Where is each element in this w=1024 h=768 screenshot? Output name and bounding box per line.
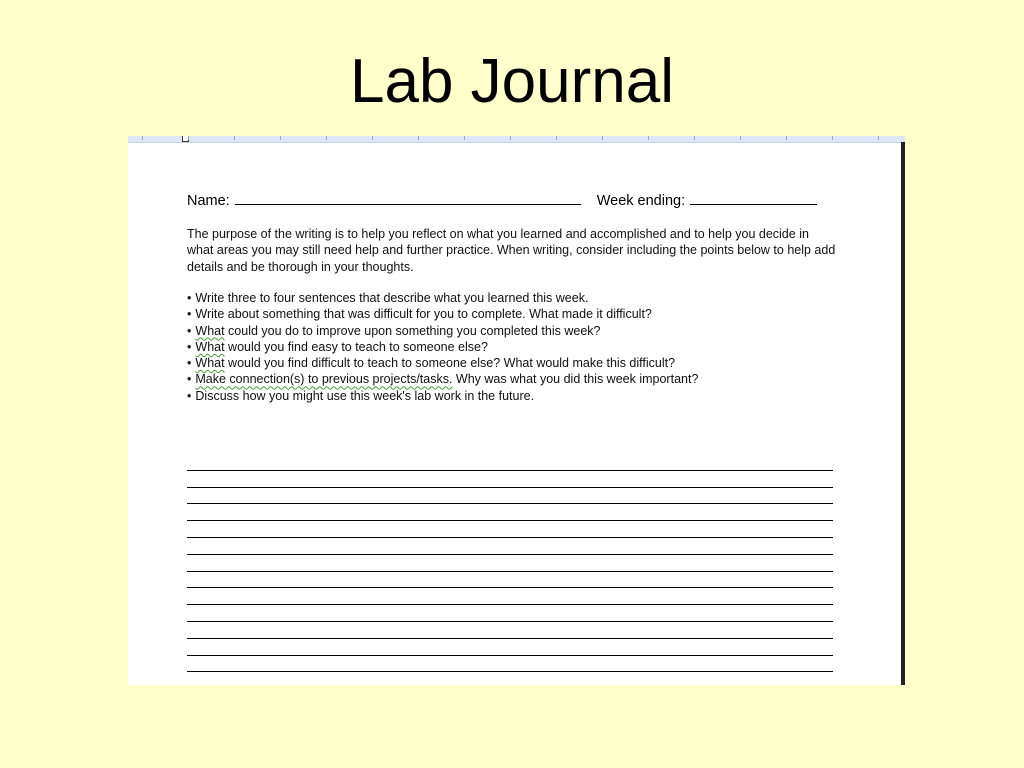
bullet-glyph: • xyxy=(187,372,192,387)
writing-line xyxy=(187,521,833,538)
prompt-text: Write about something that was difficult for you to complete. What made it difficult? xyxy=(195,307,652,322)
prompt-text: could you do to improve upon something you completed this week? xyxy=(224,323,601,338)
writing-line xyxy=(187,488,833,505)
ruler xyxy=(128,136,905,143)
ruler-tick xyxy=(142,136,143,140)
prompt-item xyxy=(187,355,837,371)
prompt-item xyxy=(187,371,837,387)
form-header xyxy=(187,190,817,209)
ruler-tick xyxy=(464,136,465,140)
ruler-tick xyxy=(694,136,695,140)
prompt-text: would you find easy to teach to someone else? xyxy=(224,339,488,354)
ruler-tick xyxy=(326,136,327,140)
ruler-tick xyxy=(372,136,373,140)
writing-line xyxy=(187,588,833,605)
ruler-tick xyxy=(510,136,511,140)
bullet-glyph: • xyxy=(187,291,192,305)
bullet-glyph: • xyxy=(187,323,192,338)
ruler-tick xyxy=(188,136,189,140)
writing-line xyxy=(187,504,833,521)
ruler-tick xyxy=(234,136,235,140)
writing-line xyxy=(187,622,833,639)
prompt-item xyxy=(187,323,837,339)
grammar-flagged-text: What xyxy=(195,356,225,371)
writing-line xyxy=(187,672,833,685)
prompt-text: Why was what you did this week important? xyxy=(452,372,699,387)
writing-line xyxy=(187,555,833,572)
ruler-tick xyxy=(280,136,281,140)
intro-paragraph: The purpose of the writing is to help you reflect on what you learned and accomplished and to help you decide in what areas you may still need help and further practice. When writing, consider including the points below to help add details and be thorough in your thoughts. xyxy=(187,227,836,274)
week-ending-blank-line xyxy=(690,190,817,205)
ruler-tick xyxy=(602,136,603,140)
ruler-tick xyxy=(786,136,787,140)
bullet-glyph: • xyxy=(187,388,192,403)
grammar-flagged-text: What xyxy=(195,323,225,338)
week-ending-label: Week ending: xyxy=(596,193,686,209)
page-edge xyxy=(901,142,905,685)
prompt-item xyxy=(187,290,837,306)
ruler-tick xyxy=(556,136,557,140)
prompt-text: Discuss how you might use this week's lab work in the future. xyxy=(195,388,535,403)
writing-line xyxy=(187,656,833,673)
ruler-tick xyxy=(832,136,833,140)
prompt-text: would you find difficult to teach to someone else? What would make this difficult? xyxy=(224,356,676,371)
ruler-tick xyxy=(878,136,879,140)
prompt-list xyxy=(187,290,837,404)
name-label: Name: xyxy=(187,193,230,209)
writing-lines xyxy=(187,454,833,685)
name-blank-line xyxy=(235,190,581,205)
prompt-item xyxy=(187,339,837,355)
slide-title: Lab Journal xyxy=(349,47,675,116)
ruler-tick xyxy=(648,136,649,140)
ruler-tick xyxy=(418,136,419,140)
writing-line xyxy=(187,454,833,471)
prompt-item xyxy=(187,306,837,322)
writing-line xyxy=(187,572,833,589)
writing-line xyxy=(187,471,833,488)
bullet-glyph: • xyxy=(187,307,192,322)
grammar-flagged-text: What xyxy=(195,339,225,354)
ruler-tick xyxy=(740,136,741,140)
document-screenshot xyxy=(128,136,905,685)
writing-line xyxy=(187,538,833,555)
prompt-text: Write three to four sentences that describe what you learned this week. xyxy=(195,291,589,305)
prompt-item xyxy=(187,388,837,404)
grammar-flagged-text: Make connection(s) to previous projects/tasks. xyxy=(195,372,453,387)
writing-line xyxy=(187,605,833,622)
bullet-glyph: • xyxy=(187,356,192,371)
writing-line xyxy=(187,639,833,656)
bullet-glyph: • xyxy=(187,339,192,354)
